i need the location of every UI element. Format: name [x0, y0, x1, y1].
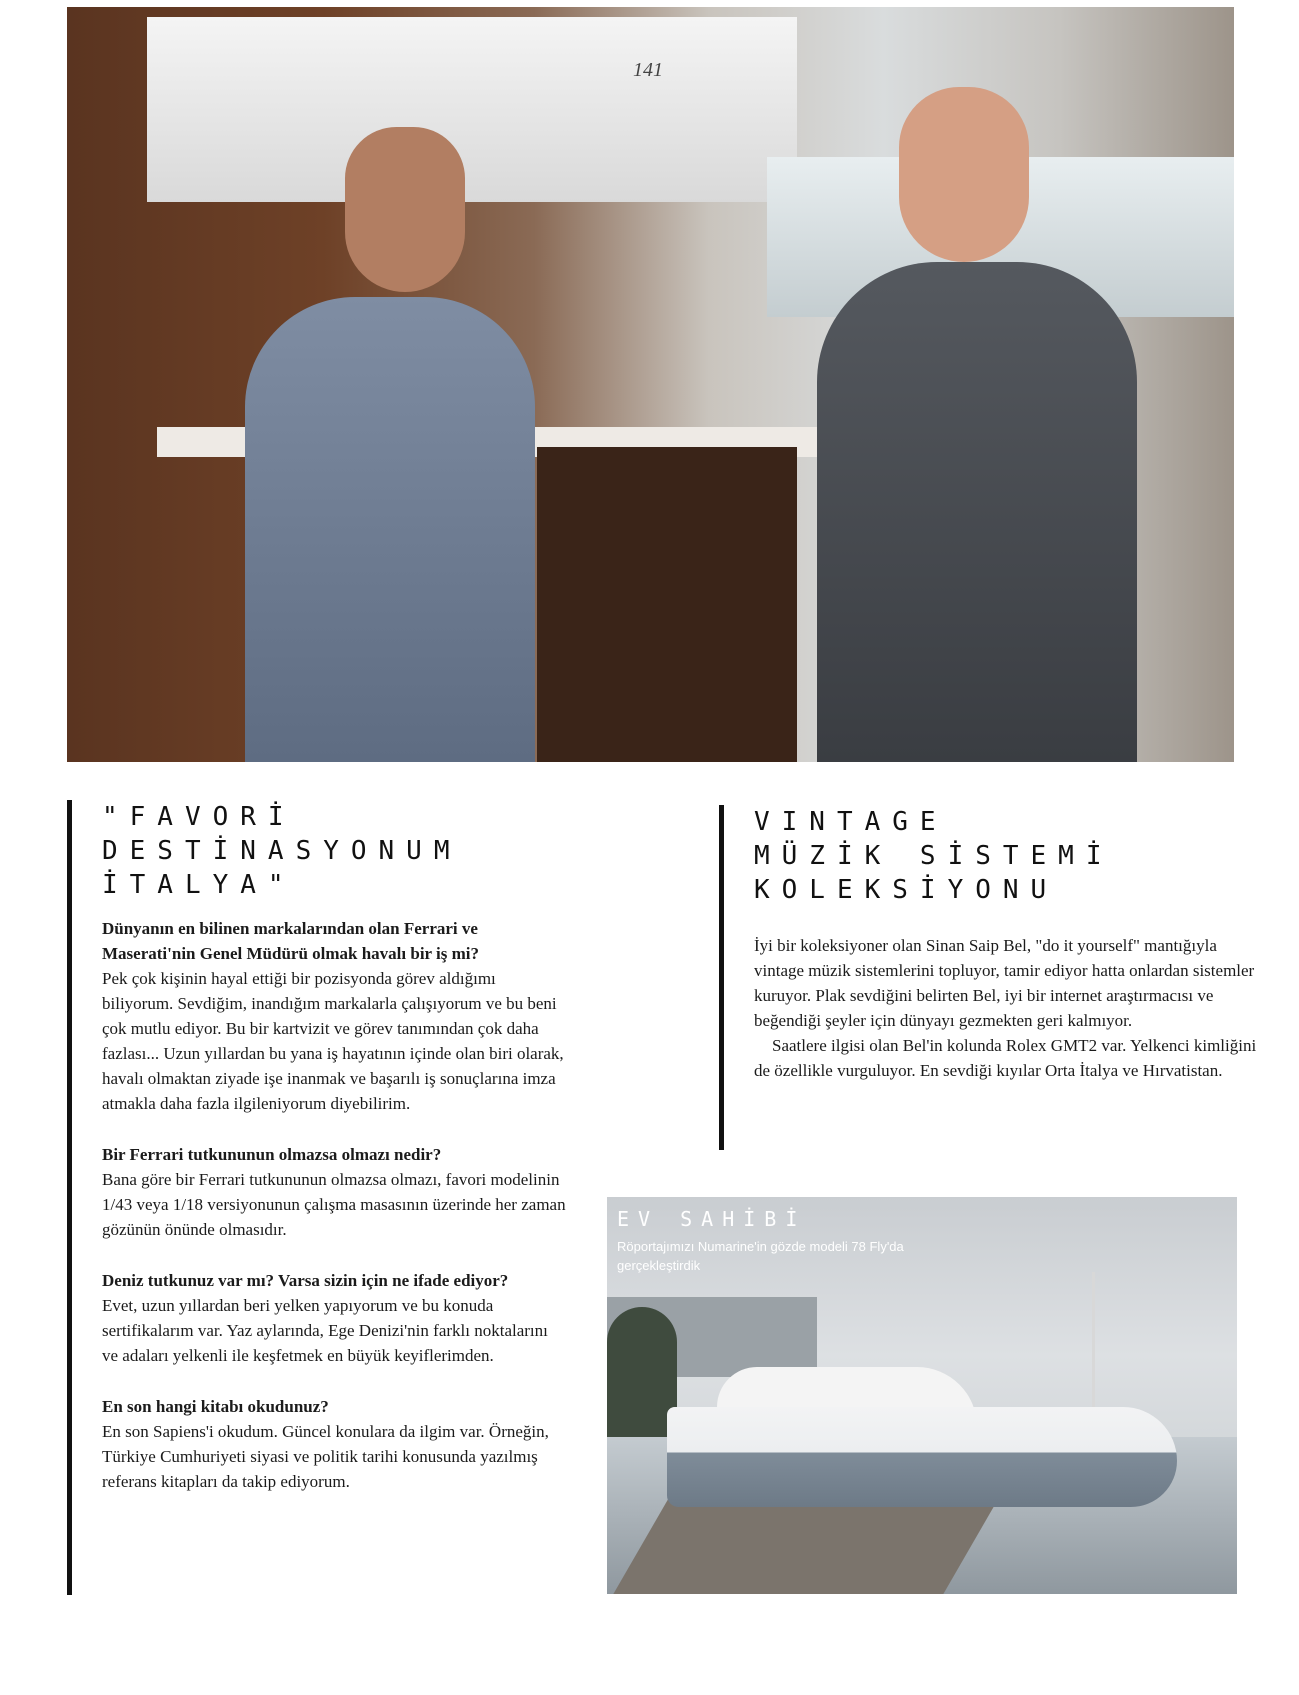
- page-number: 141: [633, 59, 663, 81]
- question: Deniz tutkunuz var mı? Varsa sizin için ne ifade ediyor?: [102, 1271, 509, 1290]
- paragraph: Saatlere ilgisi olan Bel'in kolunda Rolex GMT2 var. Yelkenci kimliğini de özellikle vurguluyor. En sevdiği kıyılar Orta İtalya ve Hırvatistan.: [754, 1036, 1257, 1080]
- qa-item: [102, 1142, 567, 1242]
- left-heading: "FAVORİ DESTİNASYONUM İTALYA": [102, 802, 462, 900]
- right-heading: VINTAGE MÜZİK SİSTEMİ KOLEKSİYONU: [754, 807, 1114, 905]
- question: En son hangi kitabı okudunuz?: [102, 1397, 329, 1416]
- yacht-ceiling: [147, 17, 797, 202]
- person-right: [817, 262, 1137, 762]
- answer: Bana göre bir Ferrari tutkununun olmazsa olmazı, favori modelinin 1/43 veya 1/18 versiyonunun çalışma masasının üzerinde her zaman gözünün önünde olmasıdır.: [102, 1170, 566, 1239]
- galley-cabinet: [537, 447, 797, 762]
- yacht-hull: [667, 1407, 1177, 1507]
- paragraph: İyi bir koleksiyoner olan Sinan Saip Bel, "do it yourself" mantığıyla vintage müzik sistemlerini topluyor, tamir ediyor hatta onlardan sistemler kuruyor. Plak sevdiğini belirten Bel, iyi bir internet araştırmacısı ve beğendiği şeyler için dünyayı gezmekten geri kalmıyor.: [754, 936, 1255, 1030]
- qa-item: [102, 916, 567, 1116]
- interview-photo: [67, 7, 1234, 762]
- person-left: [245, 297, 535, 762]
- qa-item: [102, 1394, 567, 1494]
- answer: Pek çok kişinin hayal ettiği bir pozisyonda görev aldığımı biliyorum. Sevdiğim, inandığım markalarla çalışıyorum ve bu beni çok mutlu ediyor. Bu bir kartvizit ve görev tanımından çok daha fazlası... Uzun yıllardan bu yana iş hayatının içinde olan biri olarak, havalı olmaktan ziyade işe inanmak ve başarılı iş sonuçlarına imza atmakla daha fazla ilgileniyorum diyebilirim.: [102, 969, 564, 1113]
- collection-column: [719, 805, 1259, 1150]
- question: Bir Ferrari tutkununun olmazsa olmazı nedir?: [102, 1145, 442, 1164]
- photo-caption-title: EV SAHİBİ: [617, 1207, 807, 1231]
- question: Dünyanın en bilinen markalarından olan Ferrari ve Maserati'nin Genel Müdürü olmak havalı bir iş mi?: [102, 919, 480, 963]
- answer: En son Sapiens'i okudum. Güncel konulara da ilgim var. Örneğin, Türkiye Cumhuriyeti siyasi ve politik tarihi konusunda yazılmış referans kitapları da takip ediyorum.: [102, 1422, 549, 1491]
- person-right-head: [899, 87, 1029, 262]
- answer: Evet, uzun yıllardan beri yelken yapıyorum ve bu konuda sertifikalarım var. Yaz aylarında, Ege Denizi'nin farklı noktalarını ve adaları yelkenli ile keşfetmek en büyük keyiflerimden.: [102, 1296, 548, 1365]
- photo-caption-text: Röportajımızı Numarine'in gözde modeli 78 Fly'da gerçekleştirdik: [617, 1239, 904, 1273]
- person-left-head: [345, 127, 465, 292]
- interview-column: [67, 800, 567, 1595]
- qa-item: [102, 1268, 567, 1368]
- yacht-photo: [607, 1197, 1237, 1594]
